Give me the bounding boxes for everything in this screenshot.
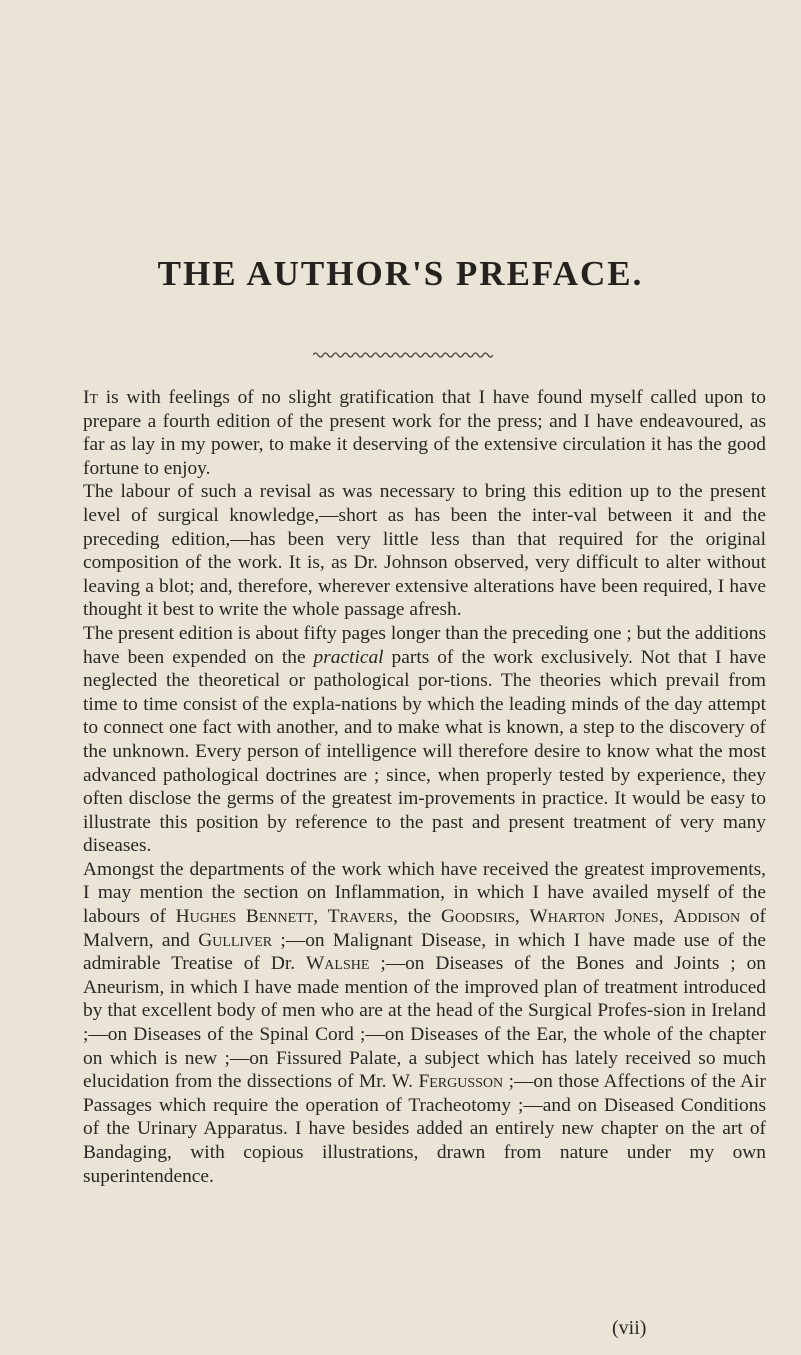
text-run: , the [393,906,441,928]
preface-body [83,386,766,1188]
wavy-rule-ornament [313,350,493,360]
italic-text: practical [313,646,384,668]
text-run: of Malvern, and [83,906,766,951]
small-caps-name: Goodsirs [440,906,515,928]
small-caps-name: Fergusson [418,1071,504,1093]
small-caps-name: It [83,387,99,408]
small-caps-name: Addison [673,906,741,928]
text-run: , [658,906,674,928]
small-caps-name: Walshe [305,953,370,975]
page-heading: THE AUTHOR'S PREFACE. [157,254,644,293]
small-caps-name: Hughes Bennett [175,906,314,928]
small-caps-name: Travers [327,906,394,928]
paragraph [83,480,766,622]
small-caps-name: Gulliver [198,929,273,951]
text-run: ;—on Malignant Disease, in which I have made use of the admirable Treatise of Dr. [83,929,766,975]
text-run: , [514,906,530,928]
text-run: ;—on Diseases of the Bones and Joints ; on Aneurism, in which I have made mention of the improved plan of treatment introduced by that excellent body of men who are at the head of the Surgical Profes-sion in Ireland ;—on Diseases of the Spinal Cord ;—on Diseases of the Ear, the whole of the chapter on which is new ;—on Fissured Palate, a subject which has lately received so much elucidation from the dissections of Mr. W. [83,953,766,1093]
text-run: The labour of such a revisal as was necessary to bring this edition up to the present level of surgical knowledge,—short as has been the inter-val between it and the preceding edition,—has been very little less than that required for the original composition of the work. It is, as Dr. Johnson observed, very difficult to alter without leaving a blot; and, therefore, wherever extensive alterations have been required, I have thought it best to write the whole passage afresh. [83,481,766,621]
text-run: parts of the work exclusively. Not that I have neglected the theoretical or pathological por-tions. The theories which prevail from time to time consist of the expla-nations by which the leading minds of the day attempt to connect one fact with another, and to make what is known, a step to the discovery of the unknown. Every person of intelligence will therefore desire to know what the most advanced pathological doctrines are ; since, when properly tested by experience, they often disclose the germs of the greatest im-provements in practice. It would be easy to illustrate this position by reference to the past and present treatment of very many diseases. [83,646,766,857]
text-run: Amongst the departments of the work which have received the greatest improvements, I may mention the section on Inflammation, in which I have availed myself of the labours of [83,858,766,928]
text-run: , [313,906,328,928]
paragraph [83,858,766,1188]
text-run: is with feelings of no slight gratification that I have found myself called upon to prepare a fourth edition of the present work for the press; and I have endeavoured, as far as lay in my power, to make it deserving of the extensive circulation it has the good fortune to enjoy. [83,387,766,479]
small-caps-name: Wharton Jones [529,906,659,928]
text-run: ;—on those Affections of the Air Passages which require the operation of Tracheotomy ;—and on Diseased Conditions of the Urinary Apparatus. I have besides added an entirely new chapter on the art of Bandaging, with copious illustrations, drawn from nature under my own superintendence. [83,1071,766,1187]
page-number: (vii) [612,1317,647,1339]
paragraph [83,622,766,858]
paragraph [83,386,766,480]
text-run: The present edition is about fifty pages longer than the preceding one ; but the additions have been expended on the [83,622,766,668]
